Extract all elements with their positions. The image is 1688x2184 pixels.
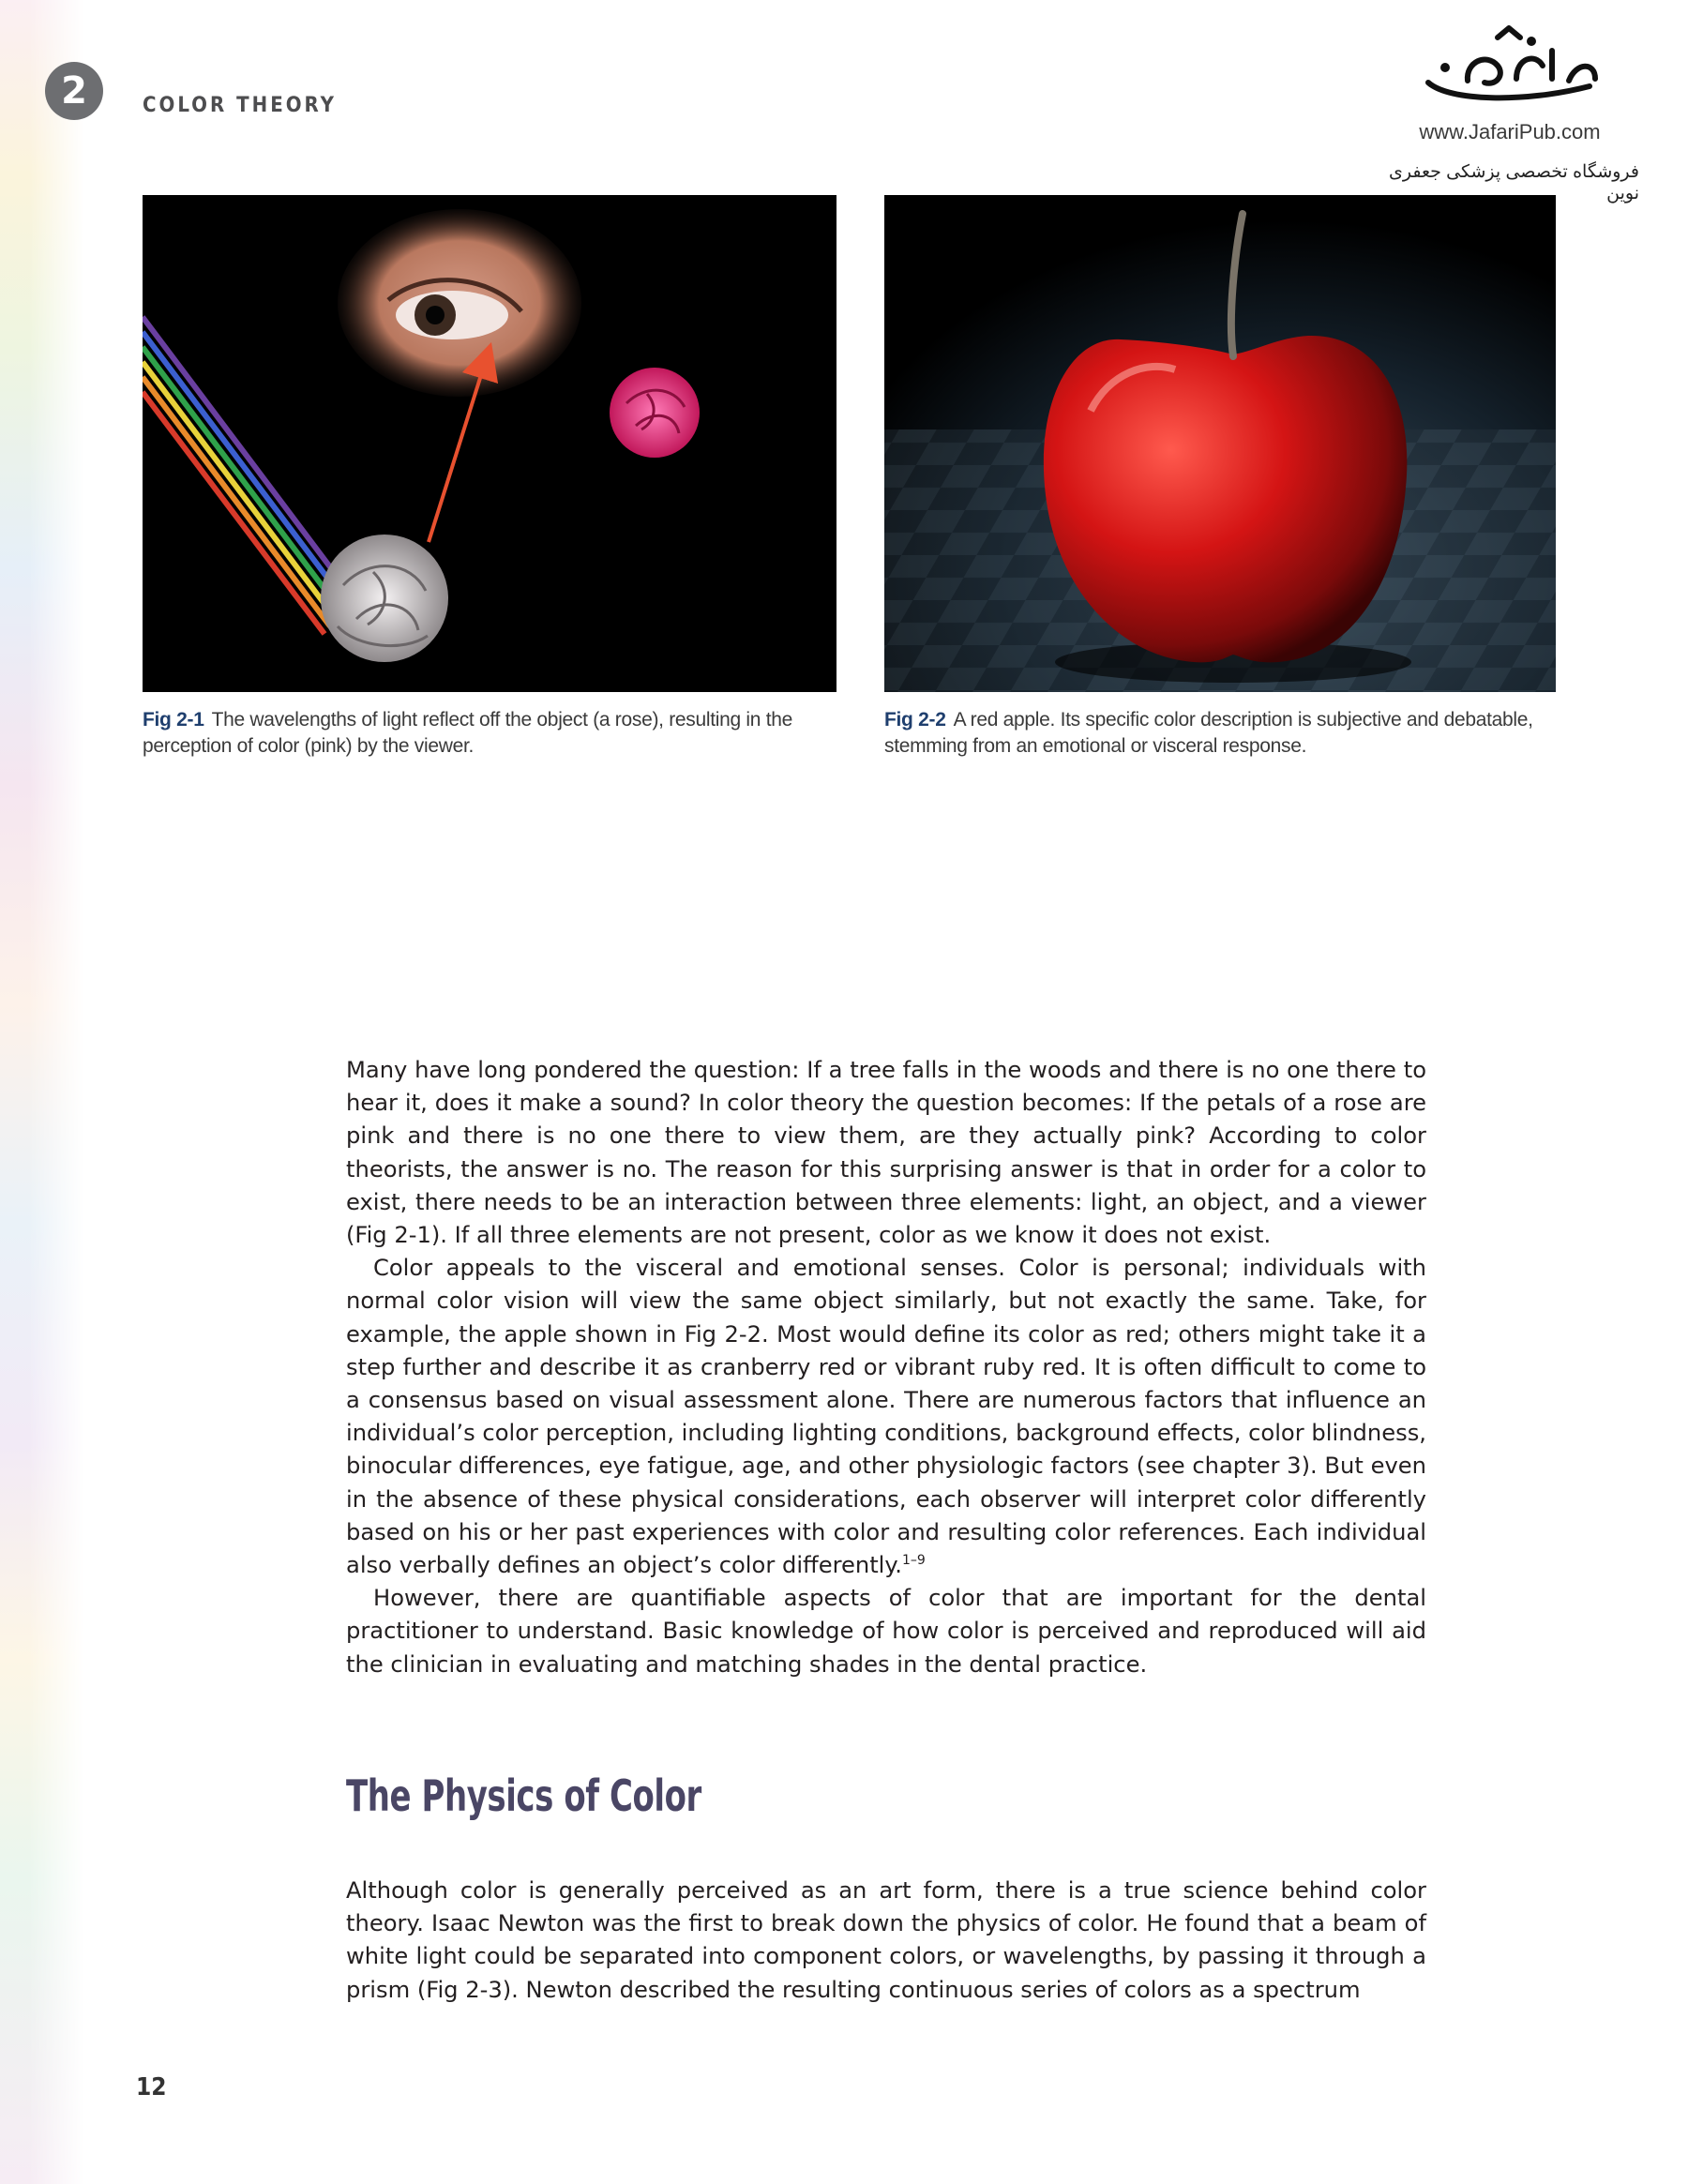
paragraph-2-text: Color appeals to the visceral and emotional senses. Color is personal; individuals with normal color vision will view the same object similarly, but not exactly the same. Take, for example, the apple shown in Fig 2-2. Most would define its color as red; others might take it a step further and describe it as cranberry red or vibrant ruby red. It is often difficult to come to a consensus based on visual assessment alone. There are numerous factors that influence an individual’s color perception, including lighting conditions, background effects, color blindness, binocular differences, eye fatigue, age, and other physiologic factors (see chapter 3). But even in the absence of these physical considerations, each observer will interpret color differently based on his or her past experiences with color and resulting color references. Each individual also verbally defines an object’s color differently.	[346, 1255, 1426, 1579]
publisher-store-name: فروشگاه تخصصی پزشکی جعفری نوین	[1389, 162, 1639, 203]
paragraph-3: However, there are quantifiable aspects of color that are important for the dental practitioner to understand. Basic knowledge of how color is perceived and reproduced will aid the clinician in evaluating and matching shades in the dental practice.	[346, 1585, 1426, 1678]
figure-2-1-caption-text: The wavelengths of light reflect off the object (a rose), resulting in the perception of color (pink) by the viewer.	[143, 709, 793, 757]
paragraph-2	[346, 1252, 1426, 1582]
reference-superscript: 1–9	[901, 1552, 926, 1568]
section-heading: The Physics of Color	[346, 1770, 701, 1821]
figure-2-1-image	[143, 195, 836, 692]
paragraph-4: Although color is generally perceived as an art form, there is a true science behind color theory. Isaac Newton was the first to break down the physics of color. He found that a beam of white light could be separated into component colors, or wavelengths, by passing it through a prism (Fig 2-3). Newton described the resulting continuous series of colors as a spectrum	[346, 1877, 1426, 2003]
body-text-physics	[346, 1875, 1426, 2007]
page-number: 12	[136, 2073, 167, 2101]
figure-2-2-label: Fig 2-2	[884, 709, 946, 731]
figure-2-2-image	[884, 195, 1556, 692]
running-head: COLOR THEORY	[143, 94, 337, 117]
figure-2-1-caption	[143, 707, 841, 760]
page-edge-gradient	[0, 0, 84, 2184]
paragraph-1: Many have long pondered the question: If a tree falls in the woods and there is no one there to hear it, does it make a sound? In color theory the question becomes: If the petals of a rose are pink and there is no one there to view them, are they actually pink? According to color theorists, the answer is no. The reason for this surprising answer is that in order for a color to exist, there needs to be an interaction between three elements: light, an object, and a viewer (Fig 2-1). If all three elements are not present, color as we know it does not exist.	[346, 1057, 1426, 1249]
figure-2-1-label: Fig 2-1	[143, 709, 204, 731]
publisher-url: www.JafariPub.com	[1419, 120, 1601, 143]
figure-2-2-caption	[884, 707, 1564, 760]
chapter-number-badge: 2	[45, 62, 103, 120]
figure-2-2-caption-text: A red apple. Its specific color description is subjective and debatable, stemming from an emotional or visceral response.	[884, 709, 1533, 757]
body-text-intro	[346, 1054, 1426, 1681]
publisher-logo	[1411, 24, 1608, 118]
